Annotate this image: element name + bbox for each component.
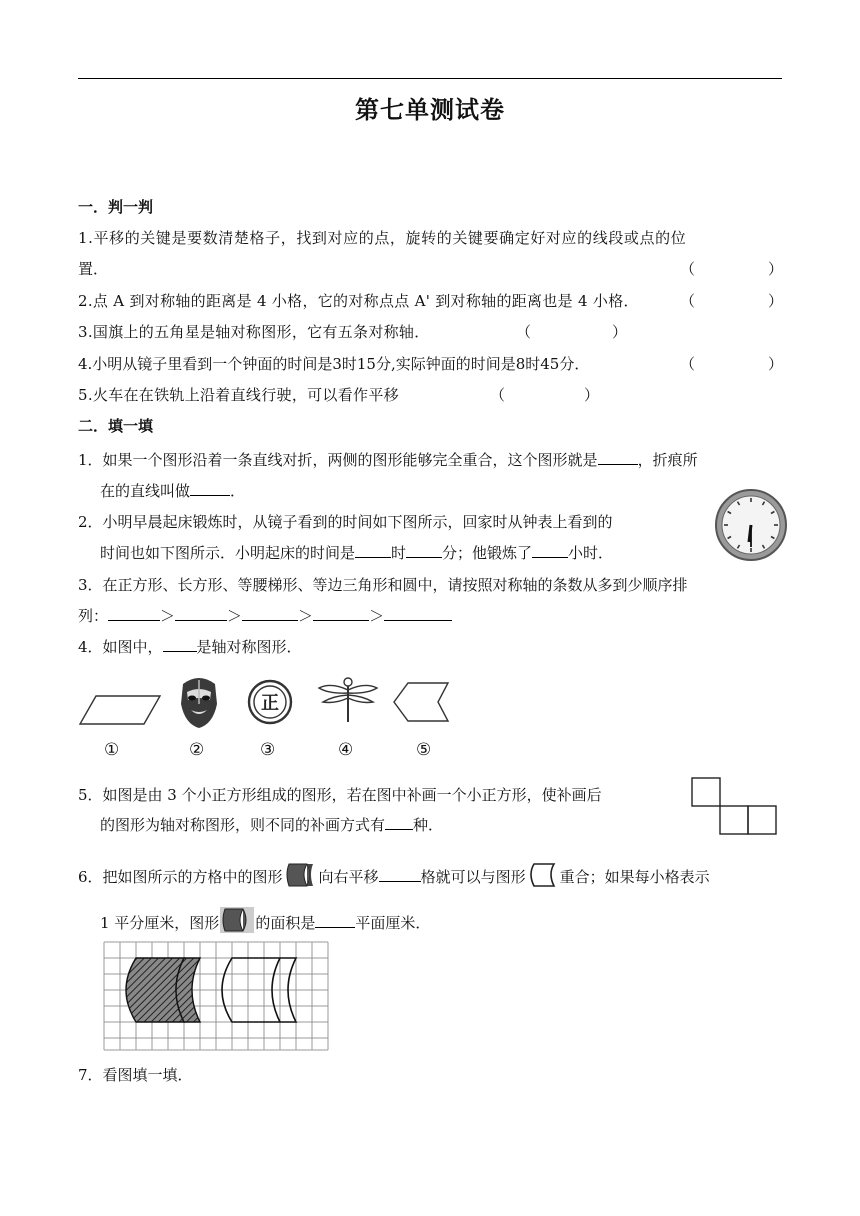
s2-q3-line1: 3．在正方形、长方形、等腰梯形、等边三角形和圆中，请按照对称轴的条数从多到少顺序排 xyxy=(78,576,688,594)
s2-q3-blank-3[interactable] xyxy=(242,606,298,621)
s2-q5-line2 xyxy=(100,815,443,835)
s1-q2-paren-close: ） xyxy=(768,292,784,310)
s1-q2: 2.点 A 到对称轴的距离是 4 小格，它的对称点点 A' 到对称轴的距离也是 4 小格． xyxy=(78,292,639,310)
s1-q2-paren-open: （ xyxy=(680,292,696,310)
s1-q1-paren-open: （ xyxy=(680,260,696,278)
hatched-shape-inline-icon xyxy=(283,862,319,886)
s2-q6-t6: 的面积是 xyxy=(255,914,316,932)
s2-q2-blank-minute[interactable] xyxy=(406,543,442,558)
fig-label-3: ③ xyxy=(260,740,276,760)
s2-q1-blank-2[interactable] xyxy=(190,481,230,496)
s1-q4-paren-open: （ xyxy=(680,355,696,373)
s2-q3-t1: 列： xyxy=(78,607,109,625)
dragonfly-figure xyxy=(317,676,379,724)
page-title: 第七单测试卷 xyxy=(355,95,505,124)
s2-q6-line2 xyxy=(100,906,430,933)
s2-q3-blank-5[interactable] xyxy=(384,606,452,621)
s2-q4-line xyxy=(78,637,302,657)
s2-q3-blank-4[interactable] xyxy=(313,606,369,621)
s2-q2-t2: 时 xyxy=(391,544,407,562)
s2-q5-line1: 5．如图是由 3 个小正方形组成的图形，若在图中补画一个小正方形，使补画后 xyxy=(78,786,602,804)
s2-q6-line1 xyxy=(78,862,710,887)
s2-q6-t1: 6．把如图所示的方格中的图形 xyxy=(78,868,283,886)
opera-mask-figure xyxy=(177,674,221,730)
s2-q2-line1: 2．小明早晨起床锻炼时，从镜子看到的时间如下图所示，回家时从钟表上看到的 xyxy=(78,513,613,531)
s2-q1-text-d: ． xyxy=(230,482,246,500)
s2-q2-t4: 小时． xyxy=(568,544,614,562)
header-rule xyxy=(78,78,782,79)
s2-q1-text-b: ，折痕所 xyxy=(637,451,698,469)
s2-q2-blank-duration[interactable] xyxy=(532,543,568,558)
outline-shape-inline-icon xyxy=(526,862,560,886)
s1-q4-paren-close: ） xyxy=(768,355,784,373)
arrow-shape-figure xyxy=(390,680,452,724)
s2-q3-line2 xyxy=(78,606,452,626)
three-squares-figure xyxy=(689,775,781,837)
s2-q6-blank-2[interactable] xyxy=(315,913,355,928)
translation-grid-figure xyxy=(100,938,332,1054)
fig-label-1: ① xyxy=(104,740,120,760)
fig-label-5: ⑤ xyxy=(416,740,432,760)
s1-q5-paren-open: （ xyxy=(490,386,506,404)
s2-q3-gt-2: ＞ xyxy=(227,607,243,625)
s2-q7: 7．看图填一填． xyxy=(78,1066,193,1084)
s1-q5-paren-close: ） xyxy=(584,386,600,404)
section-1-heading: 一．判一判 xyxy=(78,198,154,216)
s2-q1-line1 xyxy=(78,450,698,470)
s1-q3-paren-close: ） xyxy=(612,323,628,341)
s2-q1-text-c: 在的直线叫做 xyxy=(100,482,191,500)
s1-q1-line1: 1.平移的关键是要数清楚格子，找到对应的点，旋转的关键要确定好对应的线段或点的位 xyxy=(78,229,687,247)
s2-q4-t1: 4．如图中， xyxy=(78,638,163,656)
s2-q5-t2: 种． xyxy=(413,816,444,834)
s2-q3-gt-1: ＞ xyxy=(160,607,176,625)
zheng-seal-text: 正 xyxy=(261,693,279,714)
s2-q1-line2 xyxy=(100,481,245,501)
s2-q1-text-a: 1．如果一个图形沿着一条直线对折，两侧的图形能够完全重合，这个图形就是 xyxy=(78,451,598,469)
s1-q3: 3.国旗上的五角星是轴对称图形，它有五条对称轴． xyxy=(78,323,430,341)
s2-q4-t2: 是轴对称图形． xyxy=(196,638,302,656)
s2-q6-t2: 向右平移 xyxy=(318,868,379,886)
s1-q1-line2: 置． xyxy=(78,260,109,278)
s1-q1-paren-close: ） xyxy=(768,260,784,278)
s2-q6-t7: 平面厘米． xyxy=(355,914,431,932)
s1-q5: 5.火车在在铁轨上沿着直线行驶，可以看作平移 xyxy=(78,386,399,404)
zheng-seal-figure xyxy=(246,678,294,726)
s2-q3-blank-2[interactable] xyxy=(175,606,227,621)
s2-q5-blank[interactable] xyxy=(385,815,413,830)
s2-q2-t3: 分；他锻炼了 xyxy=(442,544,533,562)
s2-q5-t1: 的图形为轴对称图形，则不同的补画方式有 xyxy=(100,816,386,834)
fig-label-2: ② xyxy=(189,740,205,760)
s2-q6-t3: 格就可以与图形 xyxy=(420,868,526,886)
clock-figure xyxy=(713,487,789,563)
s2-q6-blank-1[interactable] xyxy=(379,867,421,882)
parallelogram-figure xyxy=(78,692,162,728)
s1-q3-paren-open: （ xyxy=(516,323,532,341)
s2-q6-t4: 重合；如果每小格表示 xyxy=(559,868,710,886)
s2-q2-blank-hour[interactable] xyxy=(355,543,391,558)
hatched-shape-inline-icon-2 xyxy=(219,906,255,932)
s2-q6-t5: 1 平分厘米，图形 xyxy=(100,914,220,932)
s2-q3-gt-3: ＞ xyxy=(298,607,314,625)
s2-q2-t1: 时间也如下图所示．小明起床的时间是 xyxy=(100,544,356,562)
s1-q4: 4.小明从镜子里看到一个钟面的时间是3时15分,实际钟面的时间是8时45分． xyxy=(78,355,590,373)
section-2-heading: 二．填一填 xyxy=(78,417,154,435)
s2-q3-blank-1[interactable] xyxy=(108,606,160,621)
s2-q4-blank[interactable] xyxy=(163,637,197,652)
fig-label-4: ④ xyxy=(338,740,354,760)
s2-q2-line2 xyxy=(100,543,613,563)
s2-q3-gt-4: ＞ xyxy=(369,607,385,625)
s2-q1-blank-1[interactable] xyxy=(598,450,638,465)
